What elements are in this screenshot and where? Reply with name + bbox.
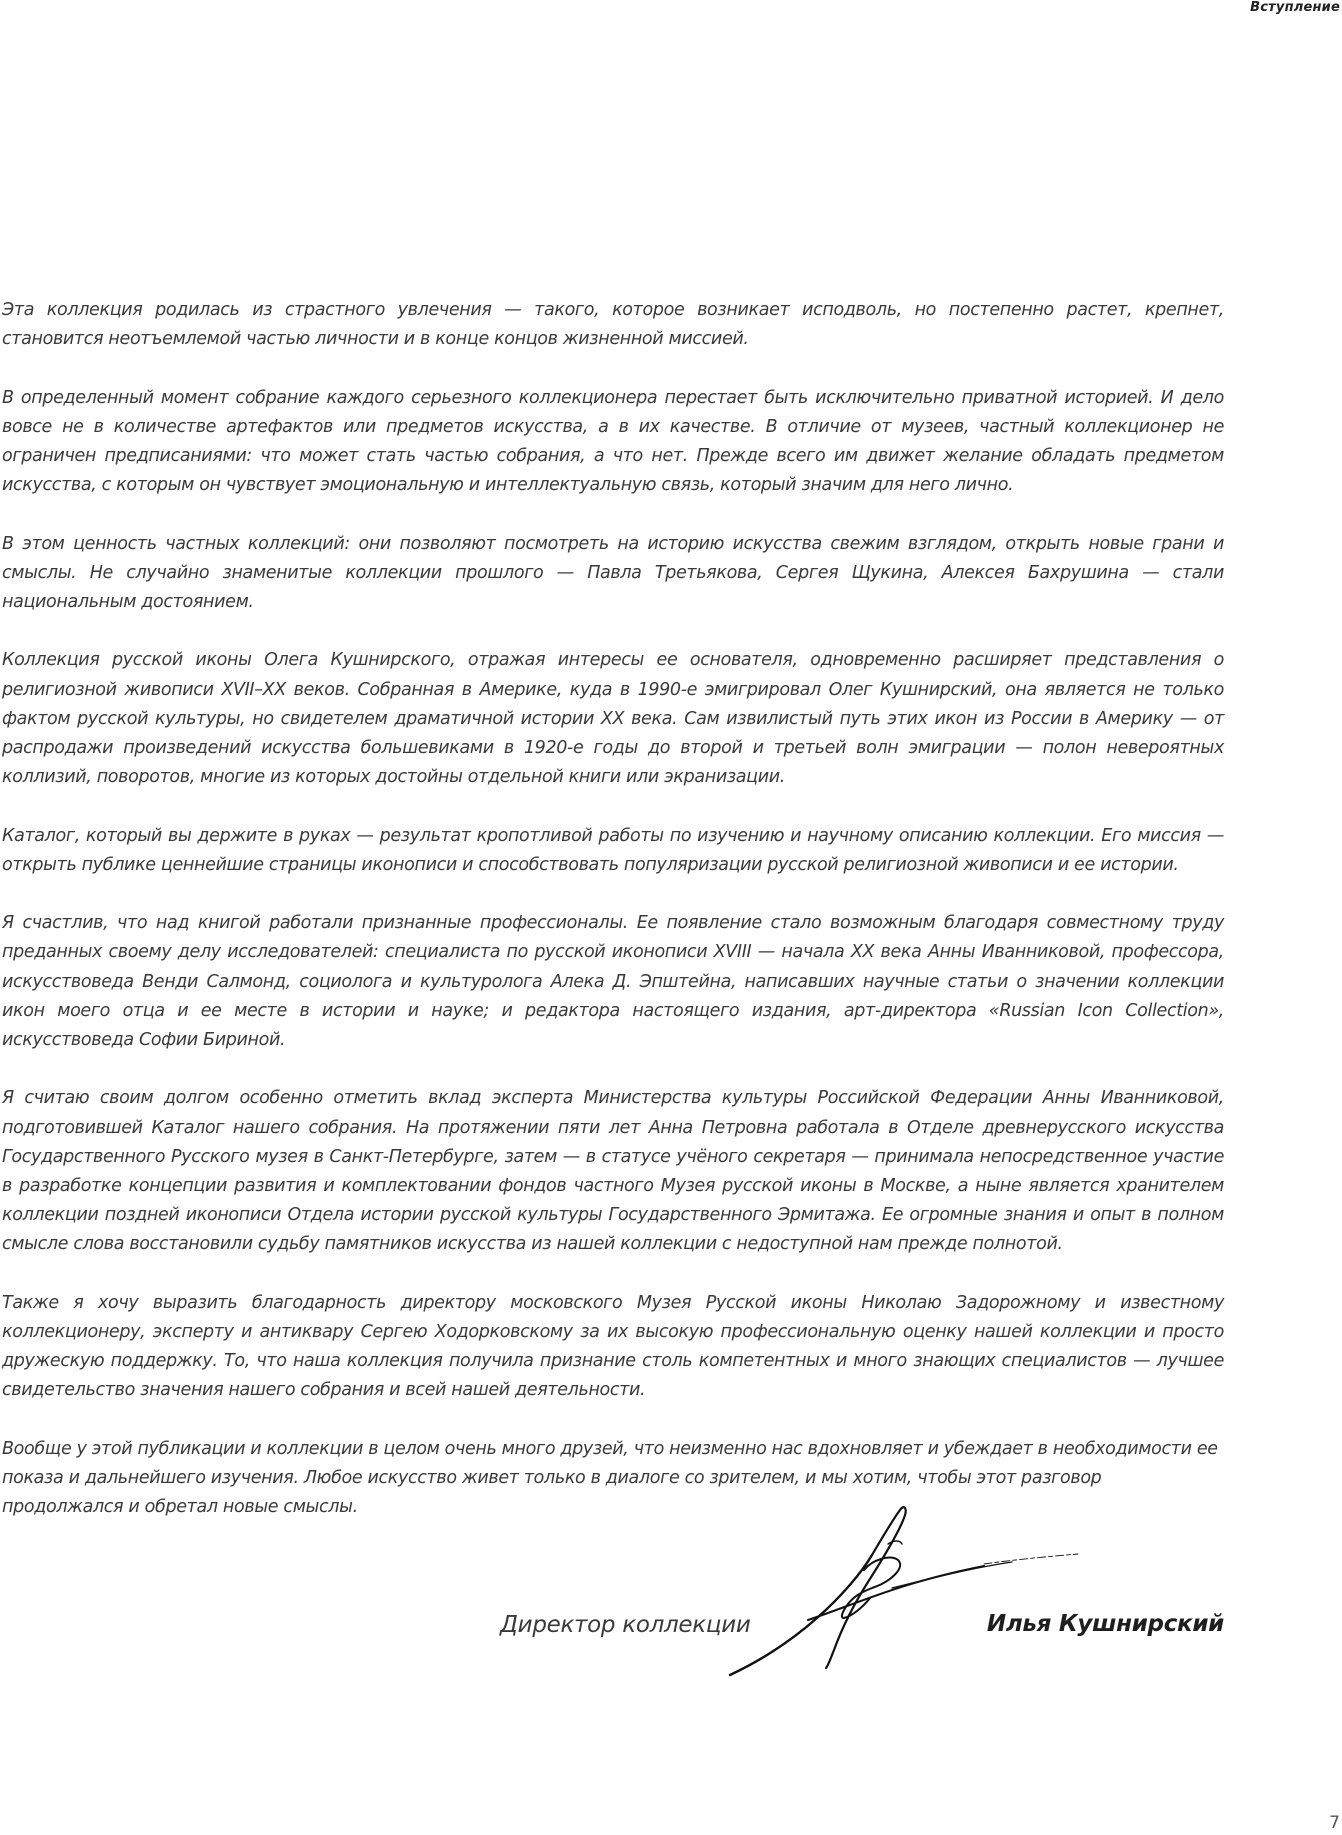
signature-block bbox=[0, 1500, 1342, 1690]
body-text bbox=[2, 296, 1224, 1552]
paragraph: В этом ценность частных коллекций: они позволяют посмотреть на историю искусства свежим взглядом, открыть новые грани и смыслы. Не случайно знаменитые коллекции прошлого — Павла Третьякова, Сергея Щукина, Алексея Бахрушина — стали национальным достоянием. bbox=[2, 533, 1224, 612]
paragraph: Эта коллекция родилась из страстного увлечения — такого, которое возникает исподволь, но постепенно растет, крепнет, становится неотъемлемой частью личности и в конце концов жизненной миссией. bbox=[2, 300, 1224, 350]
paragraph: Я счастлив, что над книгой работали признанные профессионалы. Ее появление стало возможным благодаря совместному труду преданных своему делу исследователей: специалиста по русской иконописи XVIII — начала XX века Анны Иванниковой, профессора, искусствоведа Венди Салмонд, социолога и культуролога Алека Д. Эпштейна, написавших научные статьи о значении коллекции икон моего отца и ее месте в истории и науке; и редактора настоящего издания, арт-директора «Russian Icon Collection», искусствоведа Софии Бириной. bbox=[2, 913, 1224, 1050]
paragraph: Каталог, который вы держите в руках — результат кропотливой работы по изучению и научному описанию коллекции. Его миссия — открыть публике ценнейшие страницы иконописи и способствовать популяризации русской религиозной живописи и ее истории. bbox=[2, 825, 1224, 875]
paragraph: Я считаю своим долгом особенно отметить вклад эксперта Министерства культуры Российской Федерации Анны Иванниковой, подготовившей Каталог нашего собрания. На протяжении пяти лет Анна Петровна работала в Отделе древнерусского искусства Государственного Русского музея в Санкт-Петербурге, затем — в статусе учёного секретаря — принимала непосредственное участие в разработке концепции развития и комплектовании фондов частного Музея русской иконы в Москве, а ныне является хранителем коллекции поздней иконописи Отдела истории русской культуры Государственного Эрмитажа. Ее огромные знания и опыт в полном смысле слова восстановили судьбу памятников искусства из нашей коллекции с недоступной нам прежде полнотой. bbox=[2, 1088, 1224, 1255]
section-header: Вступление bbox=[1250, 0, 1340, 15]
handwritten-signature bbox=[722, 1500, 1082, 1680]
paragraph: Коллекция русской иконы Олега Кушнирского, отражая интересы ее основателя, одновременно расширяет представления о религиозной живописи XVII–XX веков. Собранная в Америке, куда в 1990-е эмигрировал Олег Кушнирский, она является не только фактом русской культуры, но свидетелем драматичной истории XX века. Сам извилистый путь этих икон из России в Америку — от распродажи произведений искусства большевиками в 1920-е годы до второй и третьей волн эмиграции — полон невероятных коллизий, поворотов, многие из которых достойны отдельной книги или экранизации. bbox=[2, 650, 1224, 788]
page-number: 7 bbox=[1329, 1813, 1340, 1833]
paragraph: В определенный момент собрание каждого серьезного коллекционера перестает быть исключительно приватной историей. И дело вовсе не в количестве артефактов или предметов искусства, а в их качестве. В отличие от музеев, частный коллекционер не ограничен предписаниями: что может стать частью собрания, а что нет. Прежде всего им движет желание обладать предметом искусства, с которым он чувствует эмоциональную и интеллектуальную связь, который значим для него лично. bbox=[2, 387, 1224, 496]
director-title: Директор коллекции bbox=[500, 1612, 751, 1638]
paragraph: Вообще у этой публикации и коллекции в целом очень много друзей, что неизменно нас вдохновляет и убеждает в необходимости ее показа и дальнейшего изучения. Любое искусство живет только в диалоге со зрителем, и мы хотим, чтобы этот разговор продолжался и обретал новые смыслы. bbox=[2, 1438, 1218, 1518]
paragraph: Также я хочу выразить благодарность директору московского Музея Русской иконы Николаю Задорожному и известному коллекционеру, эксперту и антиквару Сергею Ходорковскому за их высокую профессиональную оценку нашей коллекции и просто дружескую поддержку. То, что наша коллекция получила признание столь компетентных и много знающих специалистов — лучшее свидетельство значения нашего собрания и всей нашей деятельности. bbox=[2, 1292, 1224, 1401]
director-name: Илья Кушнирский bbox=[986, 1611, 1224, 1637]
